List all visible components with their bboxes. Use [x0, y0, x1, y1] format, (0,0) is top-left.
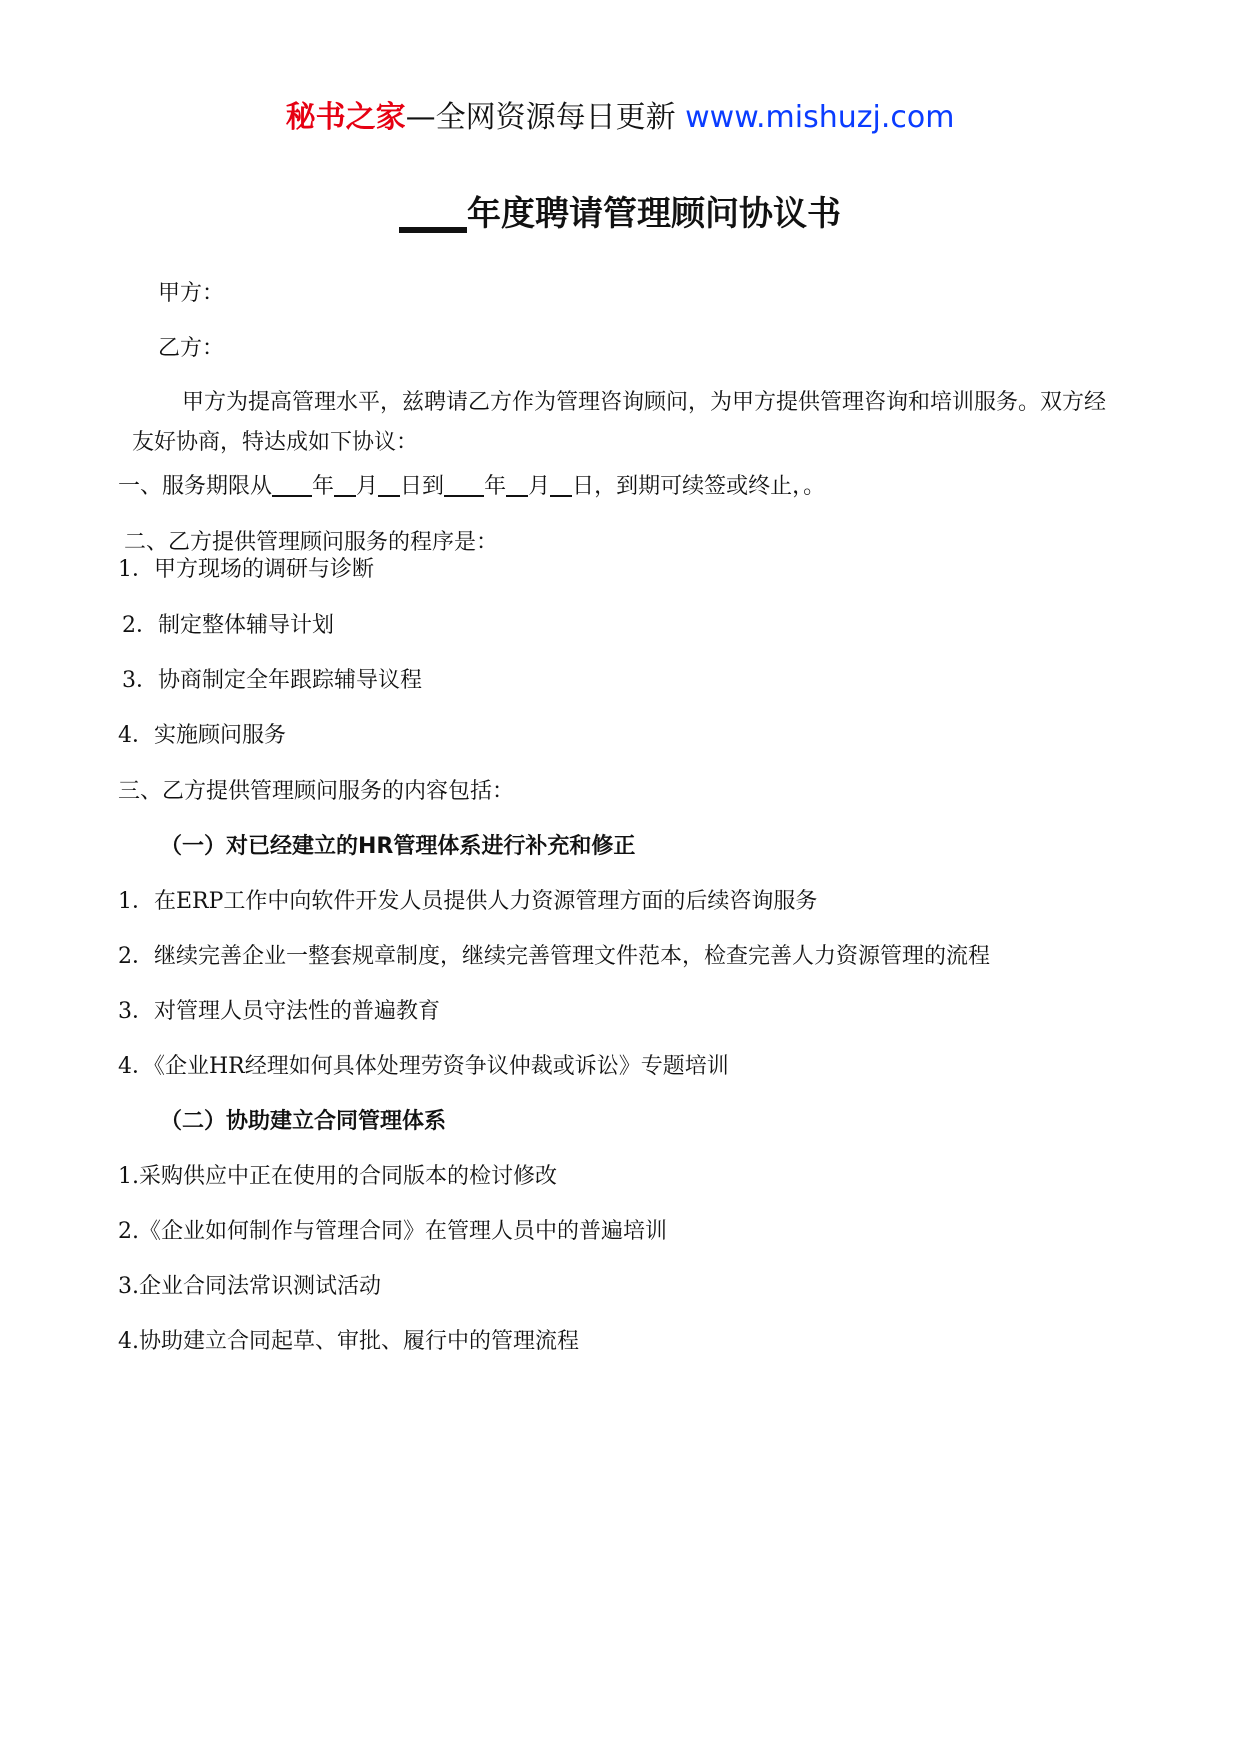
term-part-7: 日，到期可续签或终止，。	[572, 474, 826, 499]
section-2-item-4: 4．实施顾问服务	[118, 723, 286, 748]
subsection-2-item-2: 2.《企业如何制作与管理合同》在管理人员中的普遍培训	[118, 1219, 667, 1244]
section-3-heading: 三、乙方提供管理顾问服务的内容包括：	[118, 779, 515, 804]
site-url[interactable]: www.mishuzj.com	[685, 100, 955, 135]
brand-name: 秘书之家	[285, 100, 406, 135]
term-part-3: 月	[356, 474, 379, 499]
site-header	[0, 98, 1240, 138]
party-b: 乙方：	[158, 336, 225, 361]
section-2-item-2: 2．制定整体辅导计划	[122, 613, 334, 638]
subsection-1-item-2: 2．继续完善企业一整套规章制度，继续完善管理文件范本，检查完善人力资源管理的流程	[118, 944, 991, 969]
title-year-blank: ____	[399, 194, 467, 234]
subsection-2-item-1: 1.采购供应中正在使用的合同版本的检讨修改	[118, 1164, 557, 1189]
party-a: 甲方：	[158, 281, 225, 306]
section-2-item-3: 3．协商制定全年跟踪辅导议程	[122, 668, 422, 693]
document-title	[0, 192, 1240, 236]
header-tagline: —全网资源每日更新	[405, 100, 676, 135]
title-text: 年度聘请管理顾问协议书	[467, 194, 841, 234]
section-2-heading: 二、乙方提供管理顾问服务的程序是：	[124, 530, 499, 555]
term-part-4: 日到	[400, 474, 445, 499]
subsection-2-item-4: 4.协助建立合同起草、审批、履行中的管理流程	[118, 1329, 579, 1354]
subsection-2-item-3: 3.企业合同法常识测试活动	[118, 1274, 381, 1299]
section-2-item-1: 1．甲方现场的调研与诊断	[118, 557, 374, 582]
term-blank-start-year	[272, 473, 312, 497]
subsection-2-heading: （二）协助建立合同管理体系	[160, 1109, 447, 1134]
term-blank-end-month	[506, 473, 528, 497]
term-part-2: 年	[312, 474, 335, 499]
intro-paragraph: 甲方为提高管理水平，兹聘请乙方作为管理咨询顾问，为甲方提供管理咨询和培训服务。双方经友好协商，特达成如下协议：	[132, 390, 1107, 455]
subsection-1-item-1: 1．在ERP工作中向软件开发人员提供人力资源管理方面的后续咨询服务	[118, 889, 818, 914]
subsection-1-item-3: 3．对管理人员守法性的普遍教育	[118, 999, 440, 1024]
term-part-6: 月	[528, 474, 551, 499]
term-blank-start-day	[378, 473, 400, 497]
subsection-1-heading: （一）对已经建立的HR管理体系进行补充和修正	[160, 834, 636, 859]
term-blank-start-month	[334, 473, 356, 497]
subsection-1-item-4: 4．《企业HR经理如何具体处理劳资争议仲裁或诉讼》专题培训	[118, 1054, 729, 1079]
term-blank-end-day	[550, 473, 572, 497]
term-part-1: 一、服务期限从	[118, 474, 273, 499]
service-term	[118, 472, 825, 502]
term-part-5: 年	[484, 474, 507, 499]
term-blank-end-year	[444, 473, 484, 497]
